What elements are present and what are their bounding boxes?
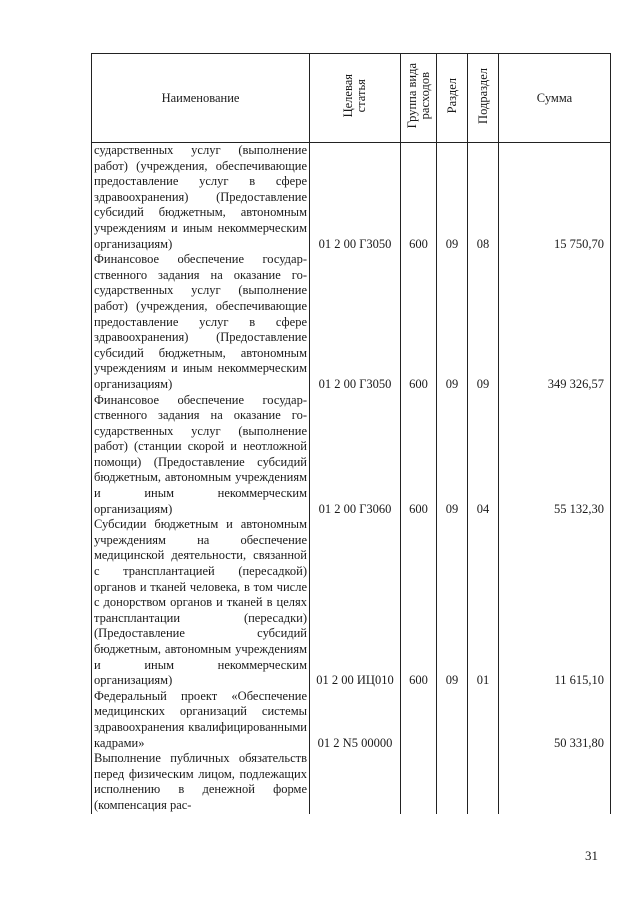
row-target-article: 01 2 00 Г3050 xyxy=(310,143,401,253)
row-subsection: 04 xyxy=(468,393,499,518)
row-name: сударственных услуг (выполнение работ) (учреждения, обеспечивающие предоставление услуг в сфере здравоохранения) (Предоставление субсидий бюджетным, автономным учреждениям и иным некоммерческим организациям) xyxy=(92,143,310,253)
row-subsection xyxy=(468,689,499,751)
table-row xyxy=(92,252,611,392)
row-name: Субсидии бюджетным и автономным учреждениям на обеспечение медицинской деятельности, связанной с трансплантацией (пересадкой) органов и тканей человека, в том числе с донорством органов и тканей в целях трансплантации (пересадки) (Предоставление субсидий бюджетным, автономным учреждениям и иным некоммерческим организациям) xyxy=(92,517,310,689)
header-subsection: Подраздел xyxy=(468,54,499,143)
row-name: Выполнение публичных обязательств перед физическим лицом, подлежащих исполнению в денежной форме (компенсация рас- xyxy=(92,751,310,813)
header-section: Раздел xyxy=(437,54,468,143)
table-row xyxy=(92,689,611,751)
row-target-article: 01 2 00 Г3060 xyxy=(310,393,401,518)
header-amount: Сумма xyxy=(499,54,611,143)
row-amount: 50 331,80 xyxy=(499,689,611,751)
row-section xyxy=(437,751,468,813)
row-amount: 349 326,57 xyxy=(499,252,611,392)
row-expense-group xyxy=(401,751,437,813)
row-target-article xyxy=(310,751,401,813)
row-section: 09 xyxy=(437,517,468,689)
row-amount: 55 132,30 xyxy=(499,393,611,518)
row-name: Финансовое обеспечение государственного задания на оказание государственных услуг (выполнение работ) (учреждения, обеспечивающие предоставление услуг в сфере здравоохранения) (Предоставление субсидий бюджетным, автономным учреждениям и иным некоммерческим организациям) xyxy=(92,252,310,392)
row-section: 09 xyxy=(437,252,468,392)
row-amount: 11 615,10 xyxy=(499,517,611,689)
row-subsection: 09 xyxy=(468,252,499,392)
table-row xyxy=(92,517,611,689)
row-expense-group: 600 xyxy=(401,393,437,518)
page-number: 31 xyxy=(585,848,598,863)
row-name: Федеральный проект «Обеспечение медицинских организаций системы здравоохранения квалифицированными кадрами» xyxy=(92,689,310,751)
header-name: Наименование xyxy=(92,54,310,143)
row-subsection: 08 xyxy=(468,143,499,253)
row-target-article: 01 2 00 Г3050 xyxy=(310,252,401,392)
row-subsection: 01 xyxy=(468,517,499,689)
table-header-row xyxy=(92,54,611,143)
table-row xyxy=(92,393,611,518)
row-section xyxy=(437,689,468,751)
table-row xyxy=(92,751,611,813)
row-subsection xyxy=(468,751,499,813)
row-name: Финансовое обеспечение государственного задания на оказание государственных услуг (выполнение работ) (станции скорой и неотложной помощи) (Предоставление субсидий бюджетным, автономным учреждениям и иным некоммерческим организациям) xyxy=(92,393,310,518)
budget-table xyxy=(91,53,611,814)
table-row xyxy=(92,143,611,253)
row-expense-group: 600 xyxy=(401,517,437,689)
header-target-article: Целевая статья xyxy=(310,54,401,143)
row-target-article: 01 2 N5 00000 xyxy=(310,689,401,751)
row-section: 09 xyxy=(437,393,468,518)
row-expense-group: 600 xyxy=(401,143,437,253)
header-expense-group: Группа вида расходов xyxy=(401,54,437,143)
row-section: 09 xyxy=(437,143,468,253)
row-expense-group: 600 xyxy=(401,252,437,392)
row-amount xyxy=(499,751,611,813)
row-target-article: 01 2 00 ИЦ010 xyxy=(310,517,401,689)
row-amount: 15 750,70 xyxy=(499,143,611,253)
row-expense-group xyxy=(401,689,437,751)
